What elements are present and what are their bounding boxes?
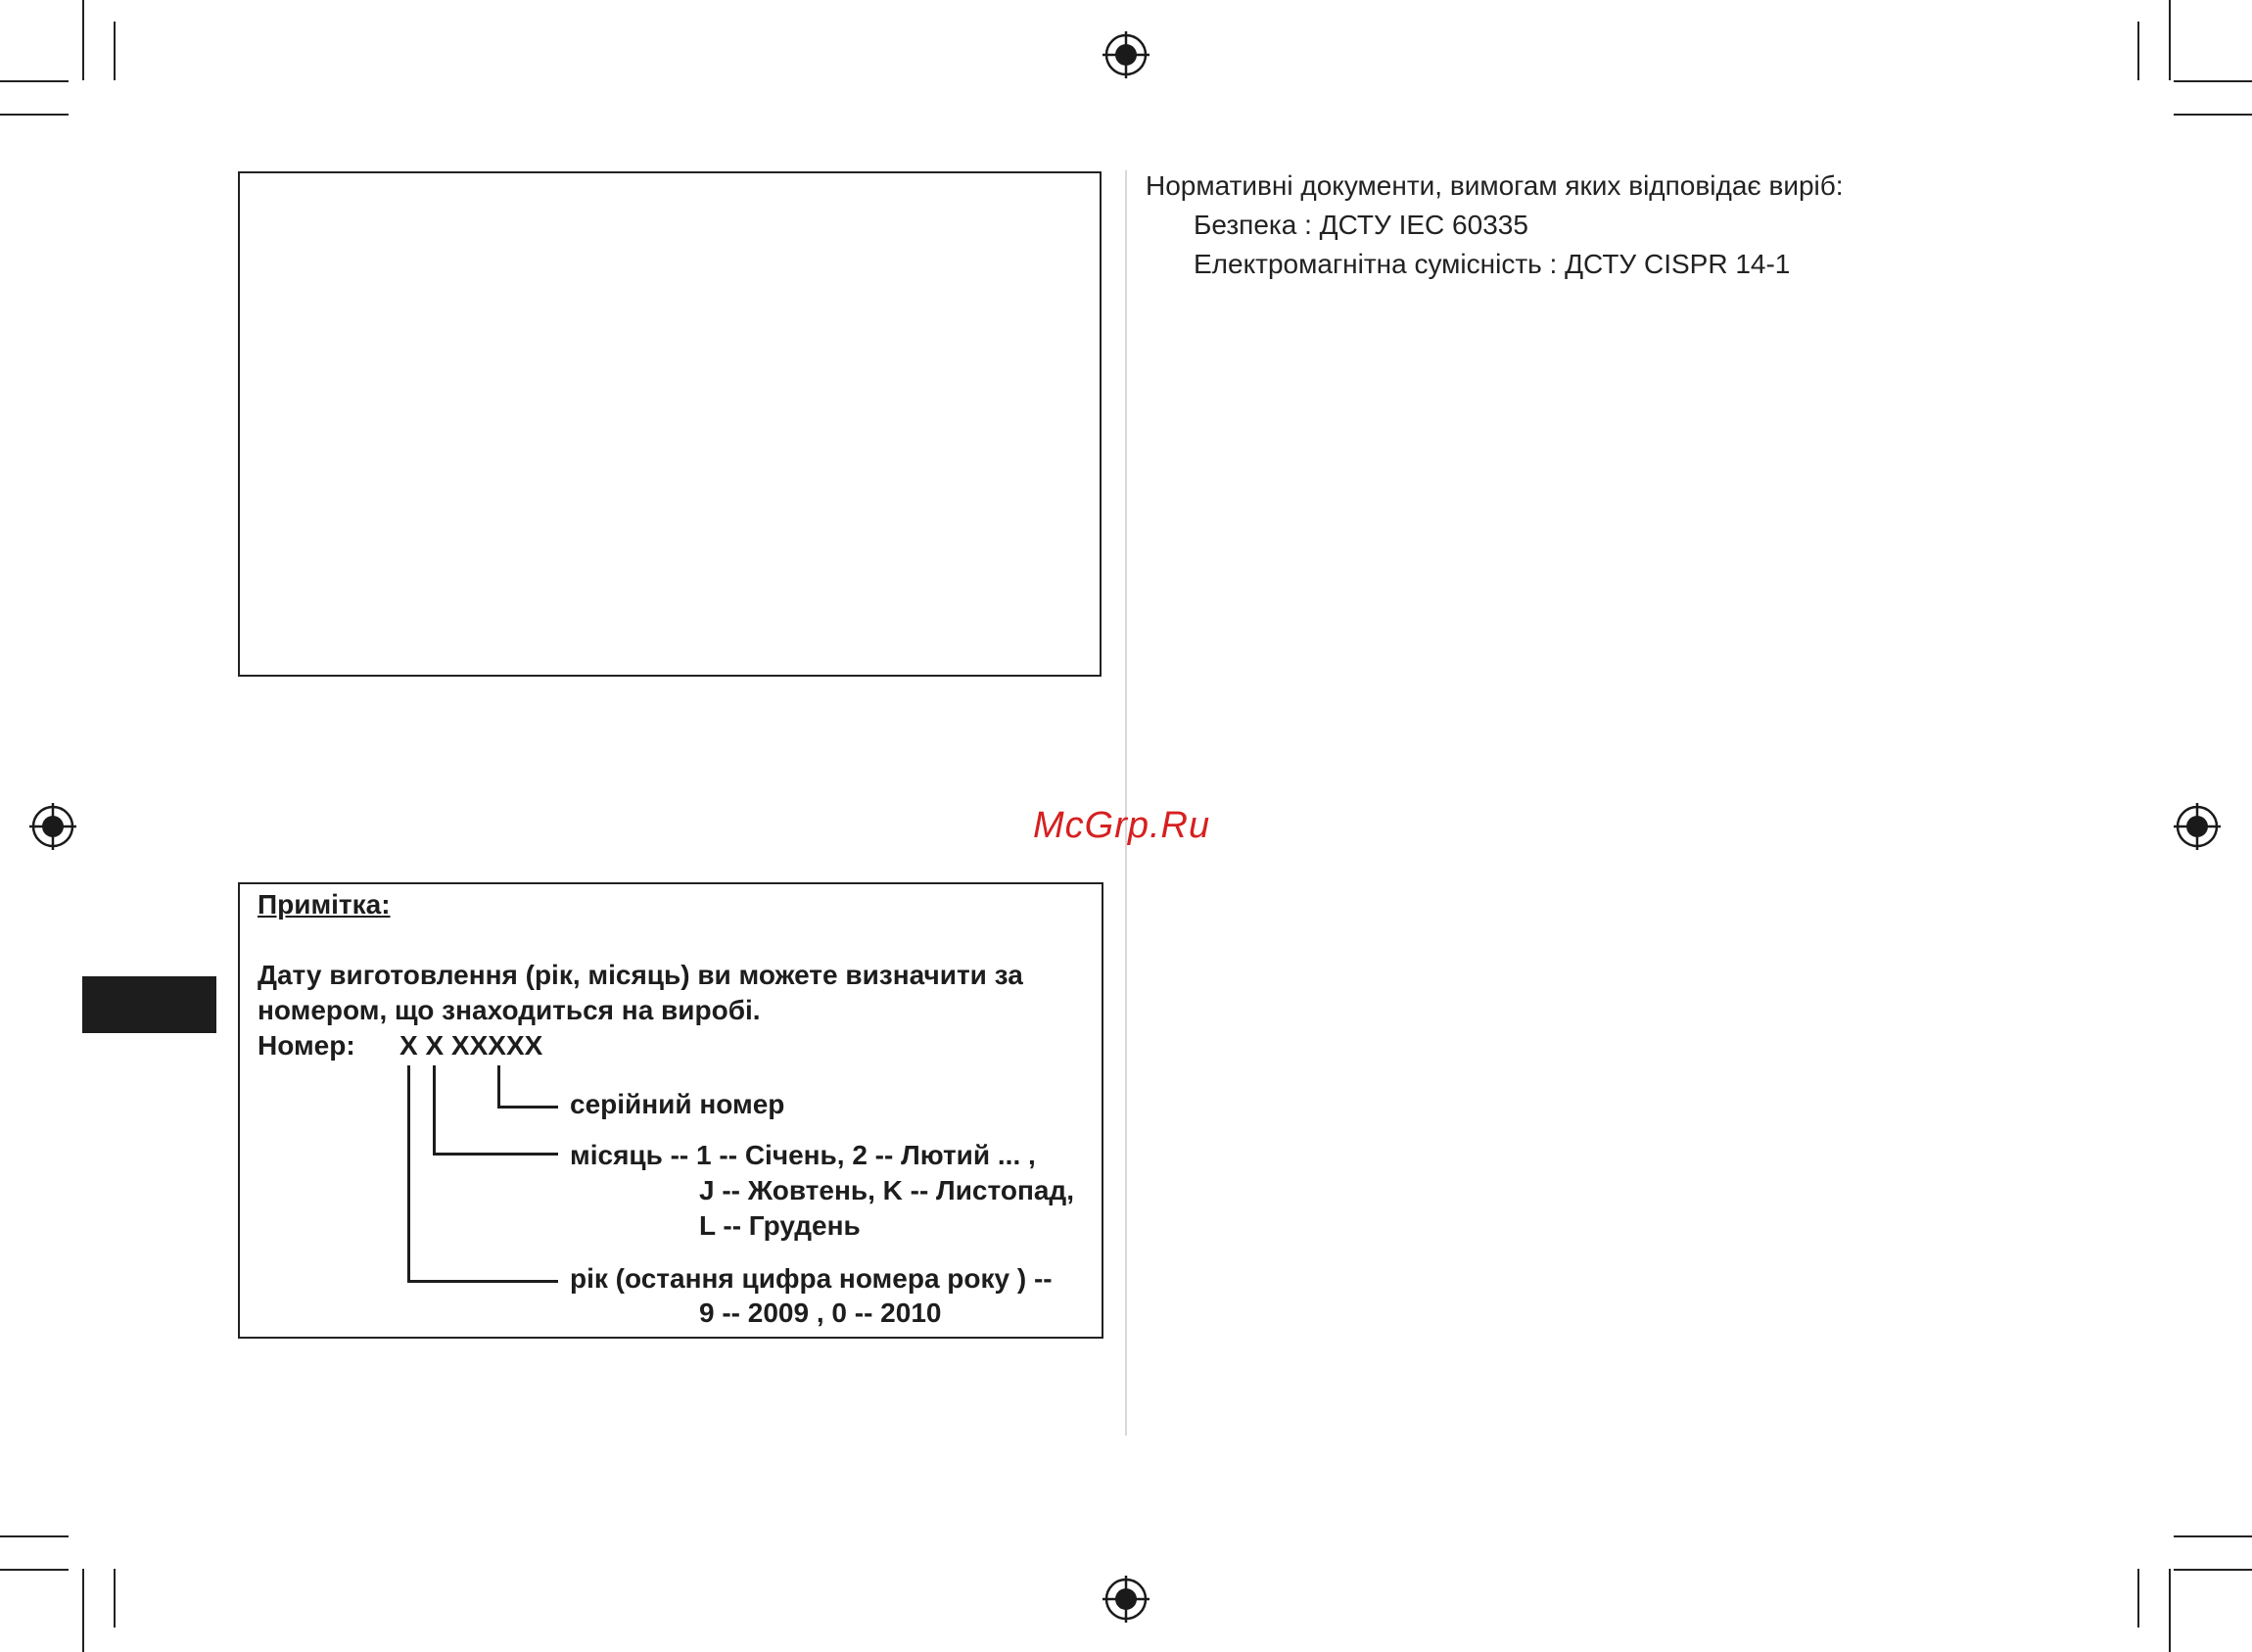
crop-mark-top-right-h2 [2174,80,2252,82]
crop-mark-top-left-h [0,114,69,116]
crop-mark-top-right-v2 [2169,0,2171,80]
number-label: Номер: [258,1030,355,1061]
crop-mark-bottom-left-v [82,1569,84,1652]
serial-label: серійний номер [570,1089,785,1119]
crop-mark-bottom-left-v2 [114,1569,116,1628]
crop-mark-bottom-left-h2 [0,1569,69,1571]
leader-year-horizontal [407,1280,558,1283]
year-line-1: рік (остання цифра номера року ) -- [570,1263,1053,1294]
leader-serial-horizontal [497,1106,558,1109]
month-line-3: L -- Грудень [699,1210,861,1241]
leader-month-horizontal [433,1153,558,1156]
crop-mark-top-left-v2 [114,22,116,80]
year-line-2: 9 -- 2009 , 0 -- 2010 [699,1298,942,1328]
crop-mark-bottom-right-v2 [2169,1569,2171,1652]
month-line-1: місяць -- 1 -- Січень, 2 -- Лютий ... , [570,1140,1036,1170]
column-divider [1125,170,1127,1436]
crop-mark-bottom-right-h2 [2174,1569,2252,1571]
standard-item-safety: Безпека : ДСТУ IEC 60335 [1194,210,1528,240]
standards-heading: Нормативні документи, вимогам яких відповідає виріб: [1146,170,1844,201]
crop-mark-top-right-v [2137,22,2139,80]
section-tab [82,976,216,1033]
month-line-2: J -- Жовтень, K -- Листопад, [699,1175,1074,1205]
registration-mark-icon [1103,1576,1149,1623]
registration-mark-icon [29,803,76,850]
note-line-1: Дату виготовлення (рік, місяць) ви можете визначити за [258,960,1023,990]
standards-block [1146,166,1844,284]
number-pattern: X X XXXXX [399,1030,543,1061]
crop-mark-bottom-right-h [2174,1535,2252,1537]
crop-mark-top-left-h2 [0,80,69,82]
note-line-2: номером, що знаходиться на виробі. [258,995,761,1025]
crop-mark-bottom-left-h [0,1535,69,1537]
leader-serial-vertical [497,1065,500,1109]
leader-month-vertical [433,1065,436,1156]
leader-year-vertical [407,1065,410,1283]
crop-mark-bottom-right-v [2137,1569,2139,1628]
standard-item-emc: Електромагнітна сумісність : ДСТУ CISPR 14-1 [1194,249,1791,279]
note-title: Примітка: [258,889,391,920]
registration-mark-icon [2174,803,2221,850]
crop-mark-top-right-h [2174,114,2252,116]
registration-mark-icon [1103,31,1149,78]
crop-mark-top-left-v [82,0,84,80]
watermark: McGrp.Ru [1033,805,1211,846]
empty-frame [238,171,1102,677]
